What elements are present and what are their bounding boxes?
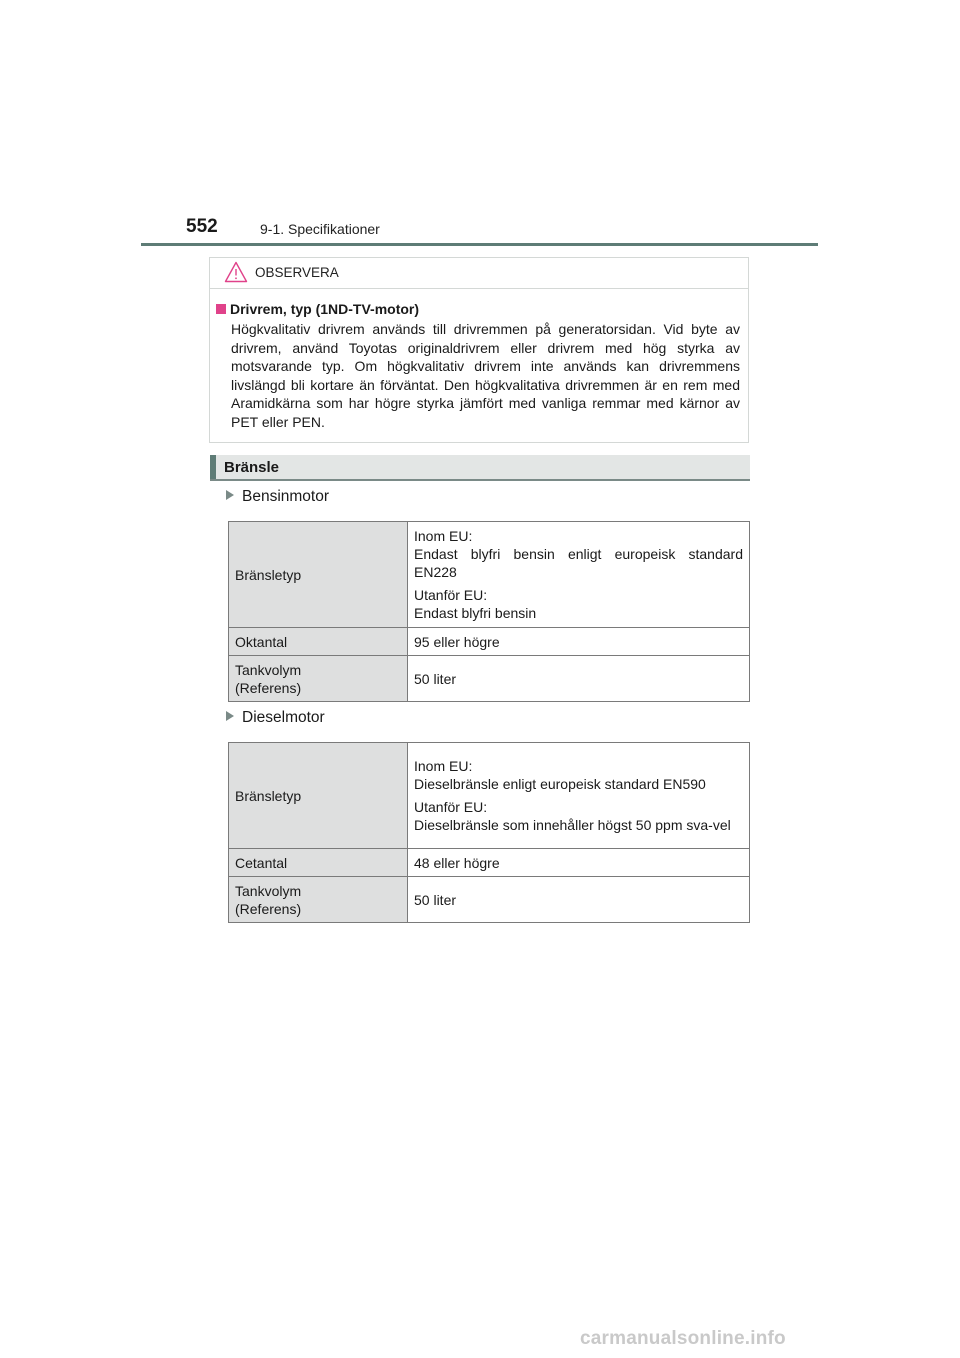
inside-eu-block xyxy=(414,757,743,793)
notice-header xyxy=(210,258,748,289)
warning-triangle-icon xyxy=(224,261,248,283)
diesel-heading xyxy=(226,709,325,727)
section-title: 9-1. Specifikationer xyxy=(260,221,380,237)
fuel-type-value xyxy=(408,522,750,628)
tank-volume-value: 50 liter xyxy=(408,877,750,923)
table-row xyxy=(229,656,750,702)
outside-eu-label: Utanför EU: xyxy=(414,799,488,815)
notice-body xyxy=(216,300,740,432)
fuel-section-heading xyxy=(210,455,750,481)
tank-volume-label-line2: (Referens) xyxy=(235,679,302,696)
fuel-section-title: Bränsle xyxy=(224,459,280,476)
fuel-type-value xyxy=(408,743,750,849)
fuel-type-label: Bränsletyp xyxy=(229,522,408,628)
heading-accent xyxy=(210,455,216,479)
petrol-spec-table xyxy=(228,521,750,702)
table-row xyxy=(229,849,750,877)
notice-subheading-text: Drivrem, typ (1ND-TV-motor) xyxy=(230,301,420,317)
inside-eu-label: Inom EU: xyxy=(414,758,473,774)
cetane-label: Cetantal xyxy=(229,849,408,877)
table-row xyxy=(229,522,750,628)
outside-eu-value: Endast blyfri bensin xyxy=(414,605,537,621)
header-divider xyxy=(141,243,818,246)
table-row xyxy=(229,628,750,656)
notice-box xyxy=(209,257,749,443)
watermark: carmanualsonline.info xyxy=(580,1328,786,1349)
page-number: 552 xyxy=(186,216,218,237)
notice-text: Högkvalitativ drivrem används till drivremmen på generatorsidan. Vid byte av drivrem, använd Toyotas originaldrivrem eller drivrem med hög styrka av motsvarande typ. Om högkvalitativ drivrem inte används kan drivremmens livslängd bli kortare än förväntat. Den högkvalitativa drivremmen är en rem med Aramidkärna som har högre styrka jämfört med vanliga remmar med kärnor av PET eller PEN. xyxy=(231,321,740,430)
tank-volume-label-line1: Tankvolym xyxy=(235,661,302,678)
triangle-bullet-icon xyxy=(226,490,234,500)
table-row xyxy=(229,877,750,923)
inside-eu-value: Endast blyfri bensin enligt europeisk standard EN228 xyxy=(414,546,743,580)
diesel-heading-text: Dieselmotor xyxy=(242,709,325,726)
bullet-square-icon xyxy=(216,304,226,314)
tank-volume-label-line1: Tankvolym xyxy=(235,882,302,899)
notice-subheading xyxy=(216,300,740,318)
notice-label: OBSERVERA xyxy=(255,265,339,280)
tank-volume-value: 50 liter xyxy=(408,656,750,702)
petrol-heading xyxy=(226,488,329,506)
tank-volume-label-line2: (Referens) xyxy=(235,900,302,917)
table-row xyxy=(229,743,750,849)
cetane-value: 48 eller högre xyxy=(408,849,750,877)
petrol-heading-text: Bensinmotor xyxy=(242,488,330,505)
diesel-spec-table xyxy=(228,742,750,923)
octane-value: 95 eller högre xyxy=(408,628,750,656)
triangle-bullet-icon xyxy=(226,711,234,721)
octane-label: Oktantal xyxy=(229,628,408,656)
outside-eu-block xyxy=(414,798,743,834)
fuel-type-label: Bränsletyp xyxy=(229,743,408,849)
inside-eu-block xyxy=(414,527,743,581)
outside-eu-label: Utanför EU: xyxy=(414,587,488,603)
tank-volume-label xyxy=(229,656,408,702)
tank-volume-label xyxy=(229,877,408,923)
outside-eu-block xyxy=(414,586,743,622)
inside-eu-label: Inom EU: xyxy=(414,528,473,544)
inside-eu-value: Dieselbränsle enligt europeisk standard EN590 xyxy=(414,776,706,792)
outside-eu-value: Dieselbränsle som innehåller högst 50 ppm sva-vel xyxy=(414,817,731,833)
